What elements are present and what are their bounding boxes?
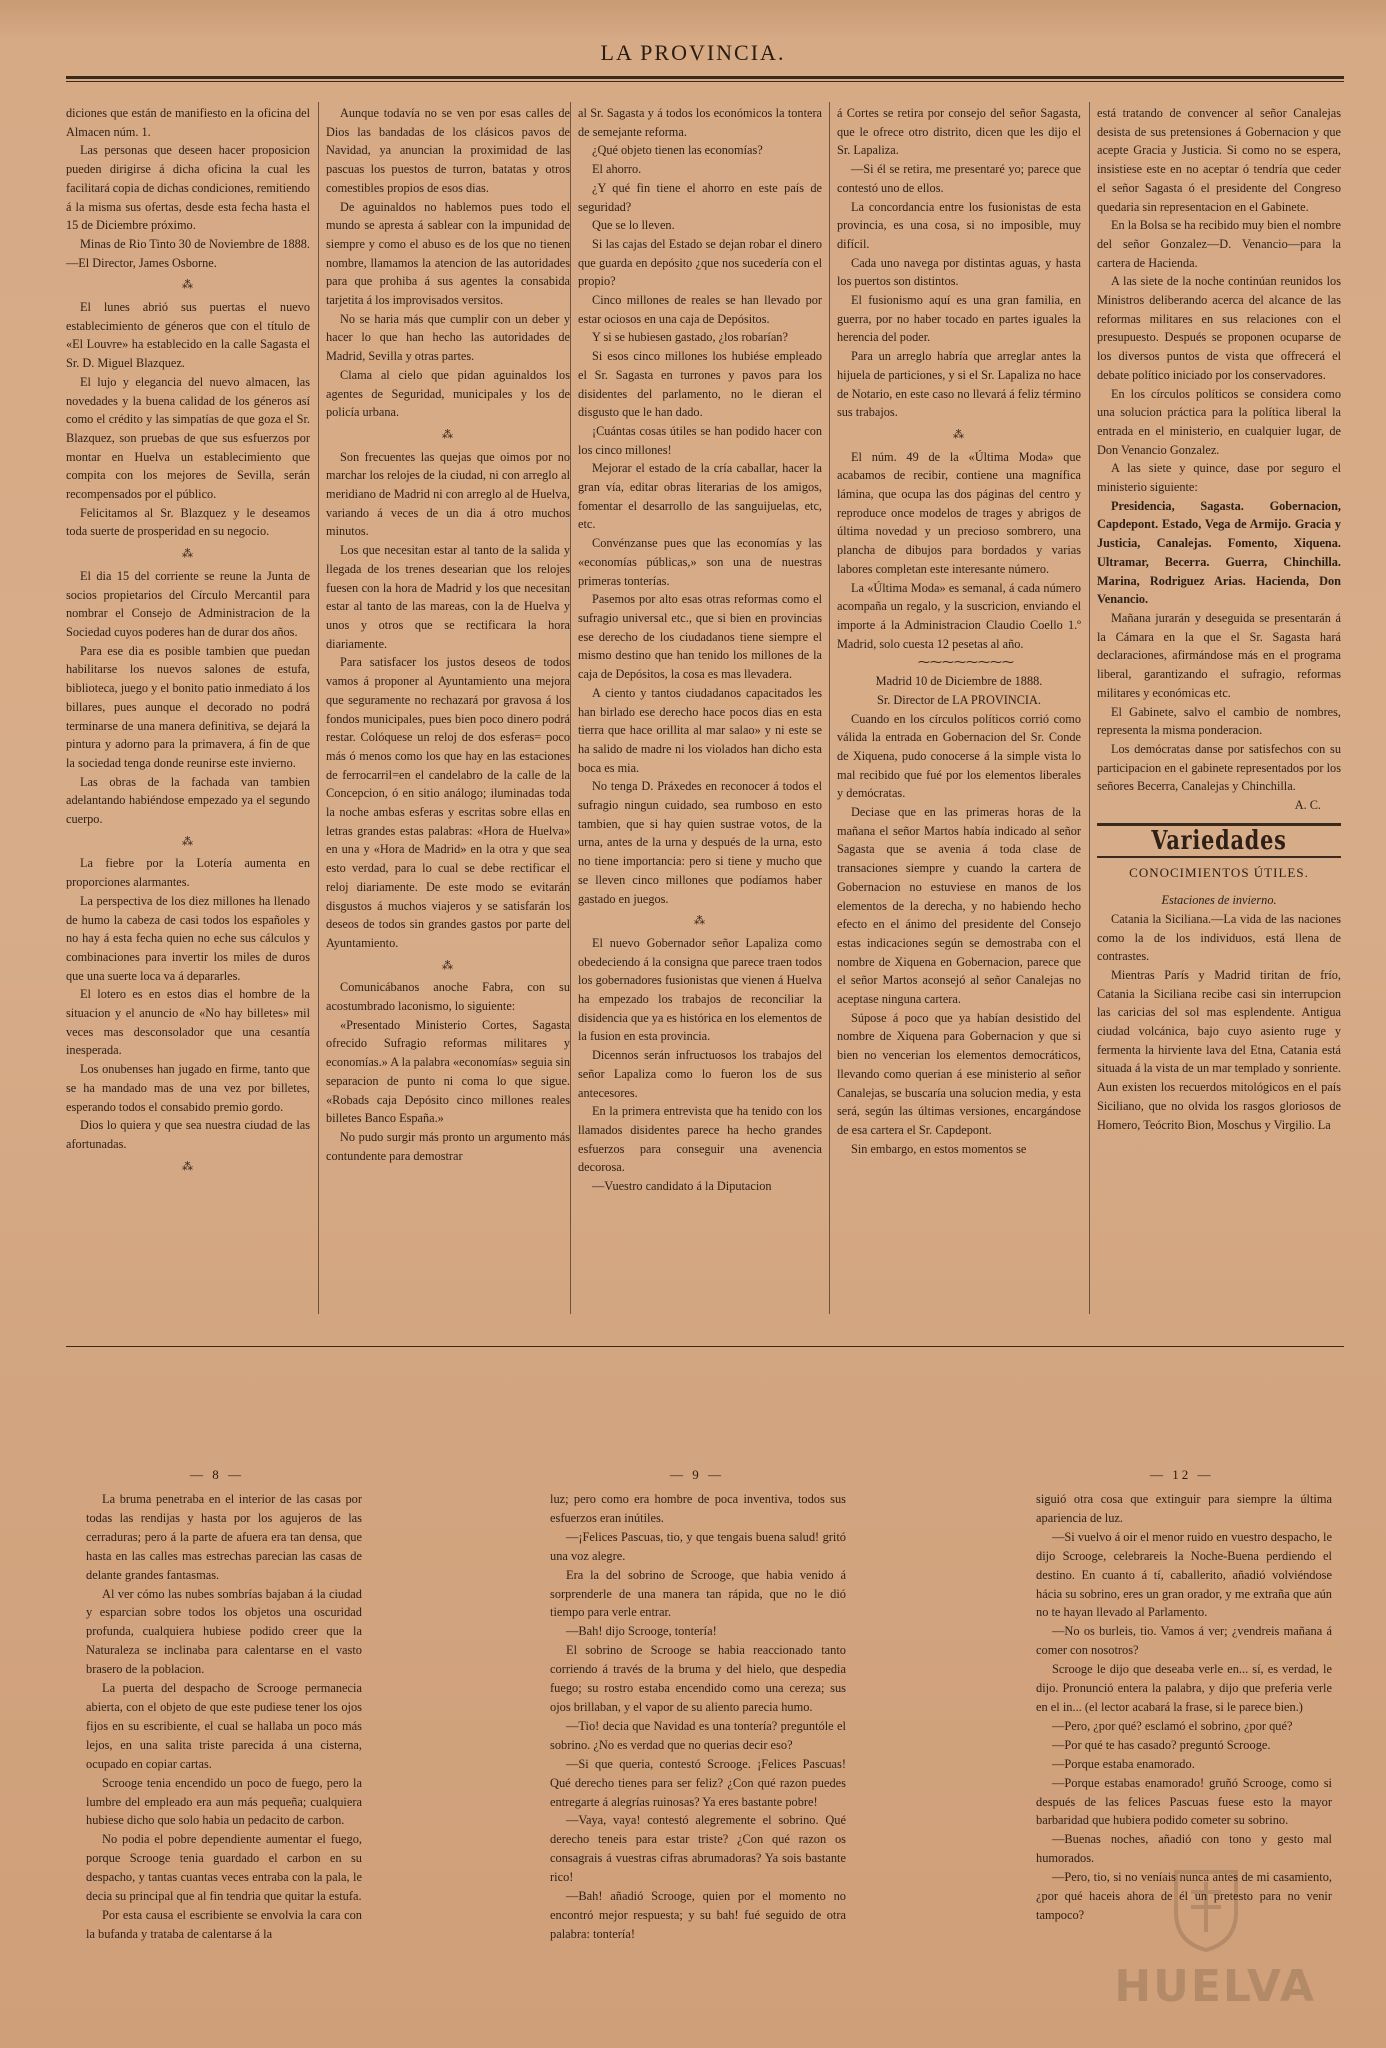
watermark-text: HUELVA [1114, 1961, 1316, 2012]
paragraph: El nuevo Gobernador señor Lapaliza como obedeciendo á la consigna que parece traen todos los gobernadores fusionistas que vienen á Huelva ha empezado los trabajos de reconciliar la disidencia que ya es histórica en los elementos de la fusion en esta provincia. [578, 935, 822, 1044]
paragraph: Felicitamos al Sr. Blazquez y le deseamos toda suerte de prosperidad en su negocio. [66, 505, 310, 539]
folletin-paragraph: —Por qué te has casado? preguntó Scrooge. [1052, 1737, 1271, 1752]
column-5-news [1097, 104, 1341, 815]
paragraph: En los círculos políticos se considera como una solucion práctica para la política liberal la entrada en el ministerio, en cualquier lugar, de Don Venancio Gonzalez. [1097, 386, 1341, 457]
paragraph: Los onubenses han jugado en firme, tanto que se ha mandado mas de una vez por billetes, esperando todos el consabido premio gordo. [66, 1062, 310, 1114]
masthead: LA PROVINCIA. [600, 40, 786, 65]
paragraph: Y si se hubiesen gastado, ¿los robarían? [592, 330, 788, 345]
library-watermark [1096, 1862, 1316, 2012]
paragraph: Súpose á poco que ya habían desistido del nombre de Xiquena para Gobernacion y que si bien no vencerian los elementos democráticos, llevando como querian á ese ministerio al señor Canalejas, se buscaría una solucion media, y esta será, según las últimas versiones, encargándose de esa cartera el Sr. Capdepont. [837, 1010, 1081, 1137]
section-separator-asterisks: ⁂ [182, 279, 194, 292]
section-separator-asterisks: ⁂ [442, 959, 454, 972]
folletin-paragraph: —Tio! decia que Navidad es una tontería? preguntóle el sobrino. ¿No es verdad que no querias decir eso? [550, 1718, 846, 1752]
folletin-paragraph: Por esta causa el escribiente se envolvia la cara con la bufanda y trataba de calentarse á la [86, 1907, 362, 1941]
news-column-5 [1097, 104, 1341, 1134]
paragraph: Las obras de la fachada van tambien adelantando habiéndose empezado ya el segundo cuerpo. [66, 774, 310, 827]
paragraph: De aguinaldos no hablemos pues todo el mundo se apresta á sablear con la impunidad de siempre y como el abuso es de los que no tienen nombre, llamamos la atencion de las autoridades para que prohiba á sus agentes la consabida tarjetita á los improvisados versitos. [326, 199, 570, 308]
paragraph: Para ese dia es posible tambien que puedan habilitarse los nuevos salones de estufa, biblioteca, juego y el bonito patio inmediato á los billares, pues aunque el decorado no podrá terminarse de una manera definitiva, se dejará la pintura y adorno para la primavera, á fin de que la sociedad tenga donde reunirse este invierno. [66, 643, 310, 770]
paragraph: A las siete de la noche continúan reunidos los Ministros deliberando acerca del alcance de las reformas militares en sus relaciones con el presupuesto. Después se proponen ocuparse de los diversos puntos de vista que offrecerá el debate político iniciado por los conservadores. [1097, 274, 1341, 382]
paragraph: Comunicábanos anoche Fabra, con su acostumbrado laconismo, lo siguiente: [326, 980, 570, 1014]
section-separator-asterisks: ⁂ [442, 428, 454, 441]
paragraph: ¿Y qué fin tiene el ahorro en este país de seguridad? [578, 180, 822, 214]
folletin-page-number: — 12 — [1150, 1467, 1214, 1482]
signature: A. C. [1294, 798, 1321, 813]
paragraph: —Si él se retira, me presentaré yo; parece que contestó uno de ellos. [837, 162, 1081, 195]
paragraph: No pudo surgir más pronto un argumento más contundente para demostrar [326, 1129, 570, 1163]
folletin-paragraph: —¡Felices Pascuas, tio, y que tengais buena salud! gritó una voz alegre. [550, 1529, 846, 1563]
paragraph: al Sr. Sagasta y á todos los económicos la tontera de semejante reforma. [578, 106, 822, 139]
folletin-paragraph: —Vaya, vaya! contestó alegremente el sobrino. Qué derecho teneis para estar triste? ¿Con qué razon os consagrais á vuestras cifras abrumadoras? Ya sois bastante rico! [550, 1813, 846, 1885]
paragraph: El dia 15 del corriente se reune la Junta de socios propietarios del Círculo Mercantil para nombrar el Consejo de Administracion de la Sociedad cuyos poderes han de durar dos años. [66, 568, 310, 639]
paragraph: El lotero es en estos dias el hombre de la situacion y el anuncio de «No hay billetes» mil veces mas desconsolador que una cesantía inesperada. [66, 987, 310, 1058]
paragraph: ¡Cuántas cosas útiles se han podido hacer con los cinco millones! [578, 423, 822, 457]
folletin-paragraph: —Si vuelvo á oir el menor ruido en vuestro despacho, le dijo Scrooge, celebrareis la Noche-Buena perdiendo el destino. En cuanto á tí, caballerito, añadió volviéndose hácia su sobrino, eres un gran orador, y me extraña que aún no te hayan llevado al Parlamento. [1036, 1529, 1332, 1620]
news-column-3 [578, 104, 822, 1196]
folletin-column-2 [550, 1490, 846, 1944]
paragraph: El Gabinete, salvo el cambio de nombres, representa la misma ponderacion. [1097, 704, 1341, 738]
paragraph: á Cortes se retira por consejo del señor Sagasta, que le ofrece otro distrito, dicen que les dijo el Sr. Lapaliza. [837, 106, 1081, 158]
variedades-subtitle: CONOCIMIENTOS ÚTILES. [1129, 865, 1309, 881]
folletin-paragraph: —Pero, ¿por qué? esclamó el sobrino, ¿por qué? [1052, 1718, 1293, 1733]
folletin-paragraph: —Si que queria, contestó Scrooge. ¡Felices Pascuas! Qué derecho tienes para ser feliz? ¿Con qué razon puedes entregarte á alegrías ruinosas? Ya eres bastante pobre! [550, 1756, 846, 1809]
dateline: Madrid 10 de Diciembre de 1888. [875, 674, 1043, 689]
dateline: Sr. Director de LA PROVINCIA. [877, 692, 1041, 707]
paragraph: Clama al cielo que pidan aguinaldos los agentes de Seguridad, municipales y los de policía urbana. [326, 367, 570, 420]
folletin-paragraph: Scrooge le dijo que deseaba verle en... sí, es verdad, le dijo. Pronunció entera la palabra, y dijo que preferia verle en el in... (el lector acabará la frase, si le parece bien.) [1036, 1662, 1332, 1714]
folletin-paragraph: La bruma penetraba en el interior de las casas por todas las rendijas y hasta por los agujeros de las cerraduras; pero á la parte de afuera era tan densa, que hasta en las calles mas estrechas parecian las casas de delante grandes fantasmas. [86, 1492, 362, 1582]
variedades-paragraph: Mientras París y Madrid tiritan de frío, Catania la Siciliana recibe casi sin interrupcion las caricias del sol mas esplendente. Antigua ciudad volcánica, bajo cuyo asiento ruge y fermenta la hirviente lava del Etna, Catania está situada á la vista de un mar templado y sonriente. Aun existen los recuerdos mitológicos en el país Siciliano, que no olvida los rasgos gloriosos de Homero, Teócrito Bion, Moschus y Virgilio. La [1097, 967, 1341, 1132]
folletin-paragraph: La puerta del despacho de Scrooge permanecia abierta, con el objeto de que este pudiese tener los ojos fijos en su escribiente, el cual se hallaba un poco más lejos, en una salita triste parecida á una cisterna, ocupado en copiar cartas. [86, 1681, 362, 1771]
paragraph: Si las cajas del Estado se dejan robar el dinero que guarda en depósito ¿que nos sucedería con el propio? [578, 236, 822, 289]
folletin-paragraph: Al ver cómo las nubes sombrías bajaban á la ciudad y esparcian sobre todos los objetos una oscuridad profunda, cualquiera hubiese podido creer que la Naturaleza se inclinaba para calentarse en el vasto brasero de la poblacion. [86, 1586, 362, 1677]
column-separator [829, 102, 830, 1314]
paragraph: El lujo y elegancia del nuevo almacen, las novedades y la buena calidad de los géneros así como el crédito y las simpatías de que goza el Sr. Blazquez, son pruebas de que sus esfuerzos por montar en Huelva un establecimiento que compita con los mejores de Sevilla, serán recompensados por el público. [66, 374, 310, 502]
folletin-page-number: — 9 — [670, 1467, 724, 1482]
masthead-rule [66, 76, 1344, 79]
paragraph: «Presentado Ministerio Cortes, Sagasta ofrecido Sufragio reformas militares y economías.» A la palabra «economías» seguia sin separacion de punto ni coma lo que sigue. «Robads caja Depósito cinco millones reales billetes Banco España.» [326, 1017, 570, 1126]
paragraph: diciones que están de manifiesto en la oficina del Almacen núm. 1. [66, 106, 310, 139]
paragraph: Aunque todavía no se ven por esas calles de Dios las bandadas de los clásicos pavos de Navidad, ya anuncian la proximidad de las pascuas los puestos de turron, batatas y otros comestibles propios de esos dias. [326, 106, 570, 195]
variedades-paragraph: Catania la Siciliana.—La vida de las naciones como la de los individuos, está llena de contrastes. [1097, 911, 1341, 964]
folletin-paragraph: —Bah! añadió Scrooge, quien por el momento no encontró mejor respuesta; y su bah! fué seguido de otra palabra: tontería! [550, 1889, 846, 1941]
paragraph: La «Última Moda» es semanal, á cada número acompaña un regalo, y la suscricion, enviando el importe á la Administracion Claudio Coello 1.º Madrid, solo cuesta 12 pesetas al año. [837, 580, 1081, 651]
paragraph: Los que necesitan estar al tanto de la salida y llegada de los trenes desearian que los relojes fuesen con la hora de Madrid y los que necesitan estar al tanto de las mareas, con la de Huelva y unos y otros que se rectificara la hora diariamente. [326, 543, 570, 651]
paragraph: Cinco millones de reales se han llevado por estar ociosos en una caja de Depósitos. [578, 293, 822, 326]
paragraph: ¿Qué objeto tienen las economías? [592, 143, 763, 158]
section-separator-asterisks: ⁂ [694, 915, 706, 928]
paragraph: Pasemos por alto esas otras reformas como el sufragio universal etc., que si bien en provincias ese derecho de los ciudadanos tiene siempre el mismo destino que han tenido los millones de la caja de Depósitos, la cosa es mas llevadera. [578, 592, 822, 682]
masthead-rule-thin [66, 81, 1344, 82]
paragraph: Presidencia, Sagasta. Gobernacion, Capdepont. Estado, Vega de Armijo. Gracia y Justicia, Canalejas. Fomento, Xiquena. Ultramar, Becerra. Guerra, Chinchilla. Marina, Rodriguez Arias. Hacienda, Don Venancio. [1097, 498, 1341, 607]
paragraph: En la Bolsa se ha recibido muy bien el nombre del señor Gonzalez—D. Venancio—para la cartera de Hacienda. [1097, 218, 1341, 270]
paragraph: —Vuestro candidato á la Diputacion [592, 1179, 772, 1194]
folletin-paragraph: luz; pero como era hombre de poca inventiva, todos sus esfuerzos eran inútiles. [550, 1492, 846, 1525]
paragraph: La perspectiva de los diez millones ha llenado de humo la cabeza de casi todos los españoles y no hay á esta fecha quien no eche sus cálculos y combinaciones para invertir los miles de duros que una suerte loca va á depararles. [66, 893, 310, 983]
paragraph: El núm. 49 de la «Última Moda» que acabamos de recibir, contiene una magnífica lámina, que ocupa las dos páginas del centro y reproduce once modelos de trages y abrigos de última novedad y un precioso sombrero, una plancha de dibujos para bordados y varias labores completan este interesante número. [837, 449, 1081, 576]
paragraph: Dicennos serán infructuosos los trabajos del señor Lapaliza como lo fueron los de sus antecesores. [578, 1048, 822, 1100]
column-separator [318, 102, 319, 1314]
column-separator [570, 102, 571, 1314]
paragraph: Si esos cinco millones los hubiése empleado el Sr. Sagasta en turrones y pavos para los disidentes del parlamento, no le dieran el disgusto que le han dado. [578, 349, 822, 420]
paragraph: A ciento y tantos ciudadanos capacitados les han birlado ese derecho hace pocos dias en esta tierra que hace orillita al mar salao» y ni este se ha salido de madre ni los violados han dicho esta boca es mia. [578, 685, 822, 775]
crest-icon [1166, 1862, 1246, 1952]
folletin-divider [66, 1346, 1344, 1347]
paragraph: No se haria más que cumplir con un deber y hacer lo que han hecho las autoridades de Madrid, Sevilla y otras partes. [326, 311, 570, 364]
news-column-1 [66, 104, 310, 1179]
paragraph: El fusionismo aquí es una gran familia, en guerra, por no haber tocado en partes iguales la herencia del poder. [837, 293, 1081, 345]
paragraph: Dios lo quiera y que sea nuestra ciudad de las afortunadas. [66, 1118, 310, 1151]
variedades-rule-bottom [1097, 856, 1341, 858]
paragraph: Que se lo lleven. [592, 218, 675, 233]
paragraph: Mejorar el estado de la cría caballar, hacer la gran vía, editar obras literarias de los amigos, fomentar el desarrollo de las sanguijuelas, etc, etc. [578, 461, 822, 532]
paragraph: Sin embargo, en estos momentos se [851, 1141, 1027, 1156]
folletin-paragraph: —Buenas noches, añadió con tono y gesto mal humorados. [1036, 1832, 1332, 1866]
folletin-paragraph: —Porque estaba enamorado. [1052, 1756, 1195, 1771]
paragraph: Las personas que deseen hacer proposicion pueden dirigirse á dicha oficina la cual les facilitará copia de dichas condiciones, remitiendo á la misma sus ofertas, desde esta fecha hasta el 15 de Diciembre próximo. [66, 143, 310, 233]
paragraph: Son frecuentes las quejas que oimos por no marchar los relojes de la ciudad, ni con arreglo al meridiano de Madrid ni con arreglo al de Huelva, variando á veces de un dia á otro muchos minutos. [326, 449, 570, 539]
section-separator-asterisks: ⁂ [182, 1160, 194, 1173]
folletin-page-number: — 8 — [190, 1467, 244, 1482]
paragraph: Los demócratas danse por satisfechos con su participacion en el gabinete representados por los señores Becerra, Canalejas y Chinchilla. [1097, 741, 1341, 794]
paragraph: A las siete y quince, dase por seguro el ministerio siguiente: [1097, 461, 1341, 495]
section-separator-asterisks: ⁂ [182, 548, 194, 561]
paragraph: Cuando en los círculos políticos corrió como válida la entrada en Gobernacion del Sr. Conde de Xiquena, pudo conocerse á la simple vista lo mal recibido que fué por los elementos liberales y demócratas. [837, 711, 1081, 801]
folletin-column-1 [86, 1490, 362, 1944]
folletin-paragraph: El sobrino de Scrooge se habia reaccionado tanto corriendo á través de la bruma y del hielo, que despedia fuego; su rostro estaba encendido como una cereza; sus ojos brillaban, y el vapor de su aliento parecia humo. [550, 1643, 846, 1714]
variedades-section [1097, 891, 1341, 910]
paragraph: La fiebre por la Lotería aumenta en proporciones alarmantes. [66, 856, 310, 890]
folletin-paragraph: Era la del sobrino de Scrooge, que habia venido á sorprenderle de una manera tan rápida, que no le dió tiempo para verle entrar. [550, 1567, 846, 1620]
paragraph: Para un arreglo habría que arreglar antes la hijuela de particiones, y si el Sr. Lapaliza no hace de Notario, en este caso no llevará á feliz término sus trabajos. [837, 349, 1081, 420]
section-separator-asterisks: ⁂ [953, 428, 965, 441]
news-column-4 [837, 104, 1081, 1158]
variedades-section-text: Estaciones de invierno. [1161, 893, 1277, 908]
paragraph: La concordancia entre los fusionistas de esta provincia, es una cosa, si no imposible, muy difícil. [837, 199, 1081, 251]
column-separator [1089, 102, 1090, 1314]
news-column-2 [326, 104, 570, 1165]
folletin-paragraph: No podia el pobre dependiente aumentar el fuego, porque Scrooge tenia guardado el carbon en su despacho, y tantas cuantas veces entraba con la pala, le decia su principal que al fin tendria que quitar la estufa. [86, 1832, 362, 1904]
paragraph: El lunes abrió sus puertas el nuevo establecimiento de géneros que con el título de «El Louvre» ha establecido en la calle Sagasta el Sr. D. Miguel Blazquez. [66, 300, 310, 371]
folletin-paragraph: —Bah! dijo Scrooge, tontería! [566, 1624, 717, 1639]
section-separator-asterisks: ⁂ [182, 835, 194, 848]
paragraph: El ahorro. [592, 162, 642, 177]
paragraph: Mañana jurarán y deseguida se presentarán á la Cámara en la que el Sr. Sagasta hará declaraciones, afirmándose más en el programa liberal, garantizando el sufragio, reformas militares y económicas etc. [1097, 610, 1341, 700]
variedades-heading: Variedades [1151, 825, 1287, 856]
folletin-paragraph: siguió otra cosa que extinguir para siempre la última apariencia de luz. [1036, 1492, 1332, 1525]
paragraph: Cada uno navega por distintas aguas, y hasta los puertos son distintos. [837, 255, 1081, 289]
folletin-paragraph: —Pero, tio, si no veníais nunca antes de mi casamiento, ¿por qué haceis ahora de él un pretesto para no venir tampoco? [1036, 1870, 1332, 1922]
folletin-paragraph: —Porque estabas enamorado! gruñó Scrooge, como si después de las felices Pascuas fuese esto la mayor barbaridad que hubiera podido cometer su sobrino. [1036, 1775, 1332, 1828]
folletin-column-3 [1036, 1490, 1332, 1925]
folletin-paragraph: —No os burleis, tio. Vamos á ver; ¿vendreis mañana á comer con nosotros? [1036, 1624, 1332, 1658]
paragraph: En la primera entrevista que ha tenido con los llamados disidentes parece ha hecho grandes esfuerzos para conseguir una avenencia decorosa. [578, 1104, 822, 1175]
paragraph: Deciase que en las primeras horas de la mañana el señor Martos había indicado al señor Sagasta que se avenia á toda clase de transaciones siempre y cuando la cartera de Gobernacion no estuviese en manos de los elementos de la derecha, y no habiendo hecho efecto en el ánimo del presidente del Consejo estas indicaciones según se demostraba con el nombre de Xiquena en Gobernacion, parece que el señor Martos aconsejó al señor Canalejas no aceptase ninguna cartera. [837, 805, 1081, 1007]
ornamental-rule: ⁓⁓⁓⁓⁓⁓⁓⁓ [918, 655, 1014, 670]
paragraph: está tratando de convencer al señor Canalejas desista de sus pretensiones á Gobernacion y que acepte Gracia y Justicia. Si como no se espera, insistiese este en no aceptar ó tendría que ceder el señor Sagasta ó el presidente del Congreso quedaria sin representacion en el Gabinete. [1097, 106, 1341, 214]
paragraph: Convénzanse pues que las economías y las «economías públicas,» son una de nuestras primeras tonterías. [578, 536, 822, 588]
folletin-paragraph: Scrooge tenia encendido un poco de fuego, pero la lumbre del empleado era aun más pequeña; cualquiera hubiese dicho que solo habia un pedacito de carbon. [86, 1775, 362, 1828]
paragraph: Minas de Rio Tinto 30 de Noviembre de 1888.—El Director, James Osborne. [66, 236, 310, 270]
paragraph: No tenga D. Práxedes en reconocer á todos el sufragio ningun cuidado, sea rumboso en esto tambien, que si hay quien sustrae votos, de la urna, antes de la urna y después de la urna, esto no tiene importancia: pero si tiene y mucho que se lleven cinco millones que podíamos haber gastado en juegos. [578, 779, 822, 906]
paragraph: Para satisfacer los justos deseos de todos vamos á proponer al Ayuntamiento una mejora que seguramente no rechazará por gravosa á los fondos municipales, pues bien poco dinero podrá restar. Colóquese un reloj de dos esferas= poco más ó menos como los que hay en las estaciones de ferrocarril=en el candelabro de la calle de la Concepcion, ó en sitio análogo; iluminadas toda la noche ambas esferas y escritas sobre ellas en letras grandes estas palabras: «Hora de Huelva» en una y «Hora de Madrid» en la otra y que sea esto verdad, para lo cual se debe rectificar el reloj diariamente. De este modo se evitarán disgustos á muchos viajeros y se satisfarán los deseos de todos sin grandes gastos por parte del Ayuntamiento. [326, 655, 570, 950]
